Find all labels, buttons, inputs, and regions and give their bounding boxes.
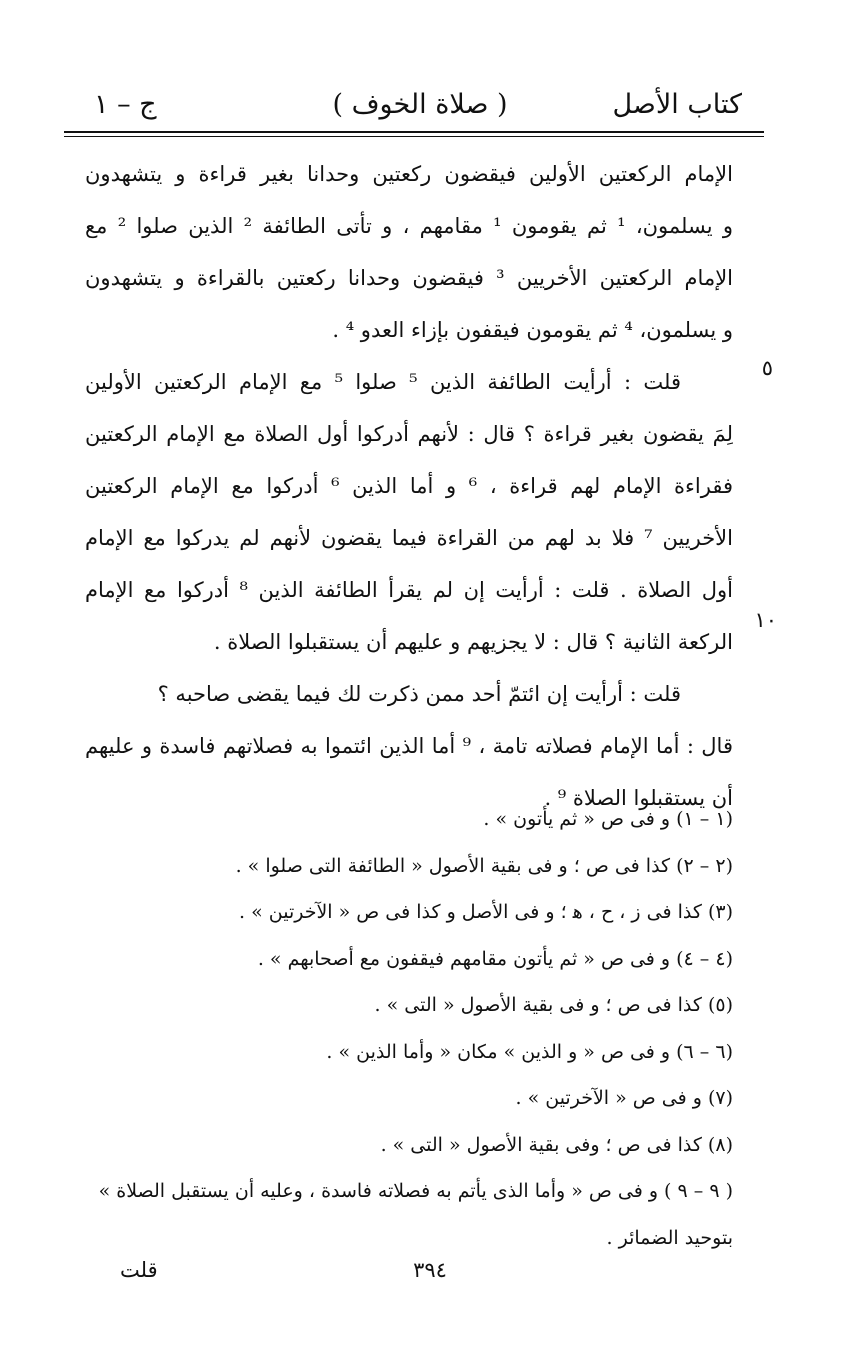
text-line: أن يستقبلوا الصلاة ⁹ . xyxy=(544,786,733,810)
catchword: قلت xyxy=(120,1258,158,1282)
footnote: (٣) كذا فى ز ، ح ، ﻫ ؛ و فى الأصل و كذا فى ص « الآخرتين » . xyxy=(239,901,733,923)
text-line: قلت : أرأيت الطائفة الذين ⁵ صلوا ⁵ مع الإمام الركعتين الأولين xyxy=(85,370,681,394)
text-line: فقراءة الإمام لهم قراءة ، ⁶ و أما الذين ⁶ أدركوا مع الإمام الركعتين xyxy=(85,474,733,498)
text-line: الركعة الثانية ؟ قال : لا يجزيهم و عليهم أن يستقبلوا الصلاة . xyxy=(213,630,733,654)
line-number-10: ١٠ xyxy=(754,608,777,632)
line-number-5: ٥ xyxy=(761,356,773,380)
main-text xyxy=(85,148,733,824)
volume-number: ج – ١ xyxy=(94,89,157,120)
text-line: و يسلمون، ⁴ ثم يقومون فيقفون بإزاء العدو ⁴ . xyxy=(332,318,733,342)
footnote: (٦ – ٦) و فى ص « و الذين » مكان « وأما الذين » . xyxy=(326,1040,733,1063)
footnote: (٤ – ٤) و فى ص « ثم يأتون مقامهم فيقفون مع أصحابهم » . xyxy=(257,947,733,970)
header-rule-thin xyxy=(64,136,764,137)
chapter-title: ( صلاة الخوف ) xyxy=(332,89,508,120)
text-line: الإمام الركعتين الأولين فيقضون ركعتين وحدانا بغير قراءة و يتشهدون xyxy=(85,162,733,186)
text-line: أول الصلاة . قلت : أرأيت إن لم يقرأ الطائفة الذين ⁸ أدركوا مع الإمام xyxy=(85,578,733,602)
page-number: ٣٩٤ xyxy=(413,1258,447,1282)
footnote: (٨) كذا فى ص ؛ وفى بقية الأصول « التى » . xyxy=(380,1133,733,1156)
text-line: و يسلمون، ¹ ثم يقومون ¹ مقامهم ، و تأتى الطائفة ² الذين صلوا ² مع xyxy=(85,214,733,238)
footnote: ( ٩ – ٩ ) و فى ص « وأما الذى يأتم به فصلاته فاسدة ، وعليه أن يستقبل الصلاة » xyxy=(98,1180,733,1202)
text-line: لِمَ يقضون بغير قراءة ؟ قال : لأنهم أدركوا أول الصلاة مع الإمام الركعتين xyxy=(85,422,733,446)
footnote: (٥) كذا فى ص ؛ و فى بقية الأصول « التى » . xyxy=(374,994,733,1016)
text-line: قلت : أرأيت إن ائتمّ أحد ممن ذكرت لك فيما يقضى صاحبه ؟ xyxy=(157,682,681,706)
footnotes xyxy=(93,796,733,1261)
book-title: كتاب الأصل xyxy=(612,89,742,120)
text-line: الإمام الركعتين الأخريين ³ فيقضون وحدانا ركعتين بالقراءة و يتشهدون xyxy=(85,266,733,290)
text-line: الأخريين ⁷ فلا بد لهم من القراءة فيما يقضون لأنهم لم يدركوا مع الإمام xyxy=(85,526,733,550)
footnote: (١ – ١) و فى ص « ثم يأتون » . xyxy=(483,808,733,830)
footnote: (٢ – ٢) كذا فى ص ؛ و فى بقية الأصول « الطائفة التى صلوا » . xyxy=(235,854,733,877)
running-header xyxy=(80,82,760,128)
page-footer xyxy=(80,1258,780,1298)
header-rule-thick xyxy=(64,131,764,133)
text-line: قال : أما الإمام فصلاته تامة ، ⁹ أما الذين ائتموا به فصلاتهم فاسدة و عليهم xyxy=(85,734,733,758)
footnote: (٧) و فى ص « الآخرتين » . xyxy=(515,1087,733,1109)
footnote: بتوحيد الضمائر . xyxy=(606,1226,733,1249)
